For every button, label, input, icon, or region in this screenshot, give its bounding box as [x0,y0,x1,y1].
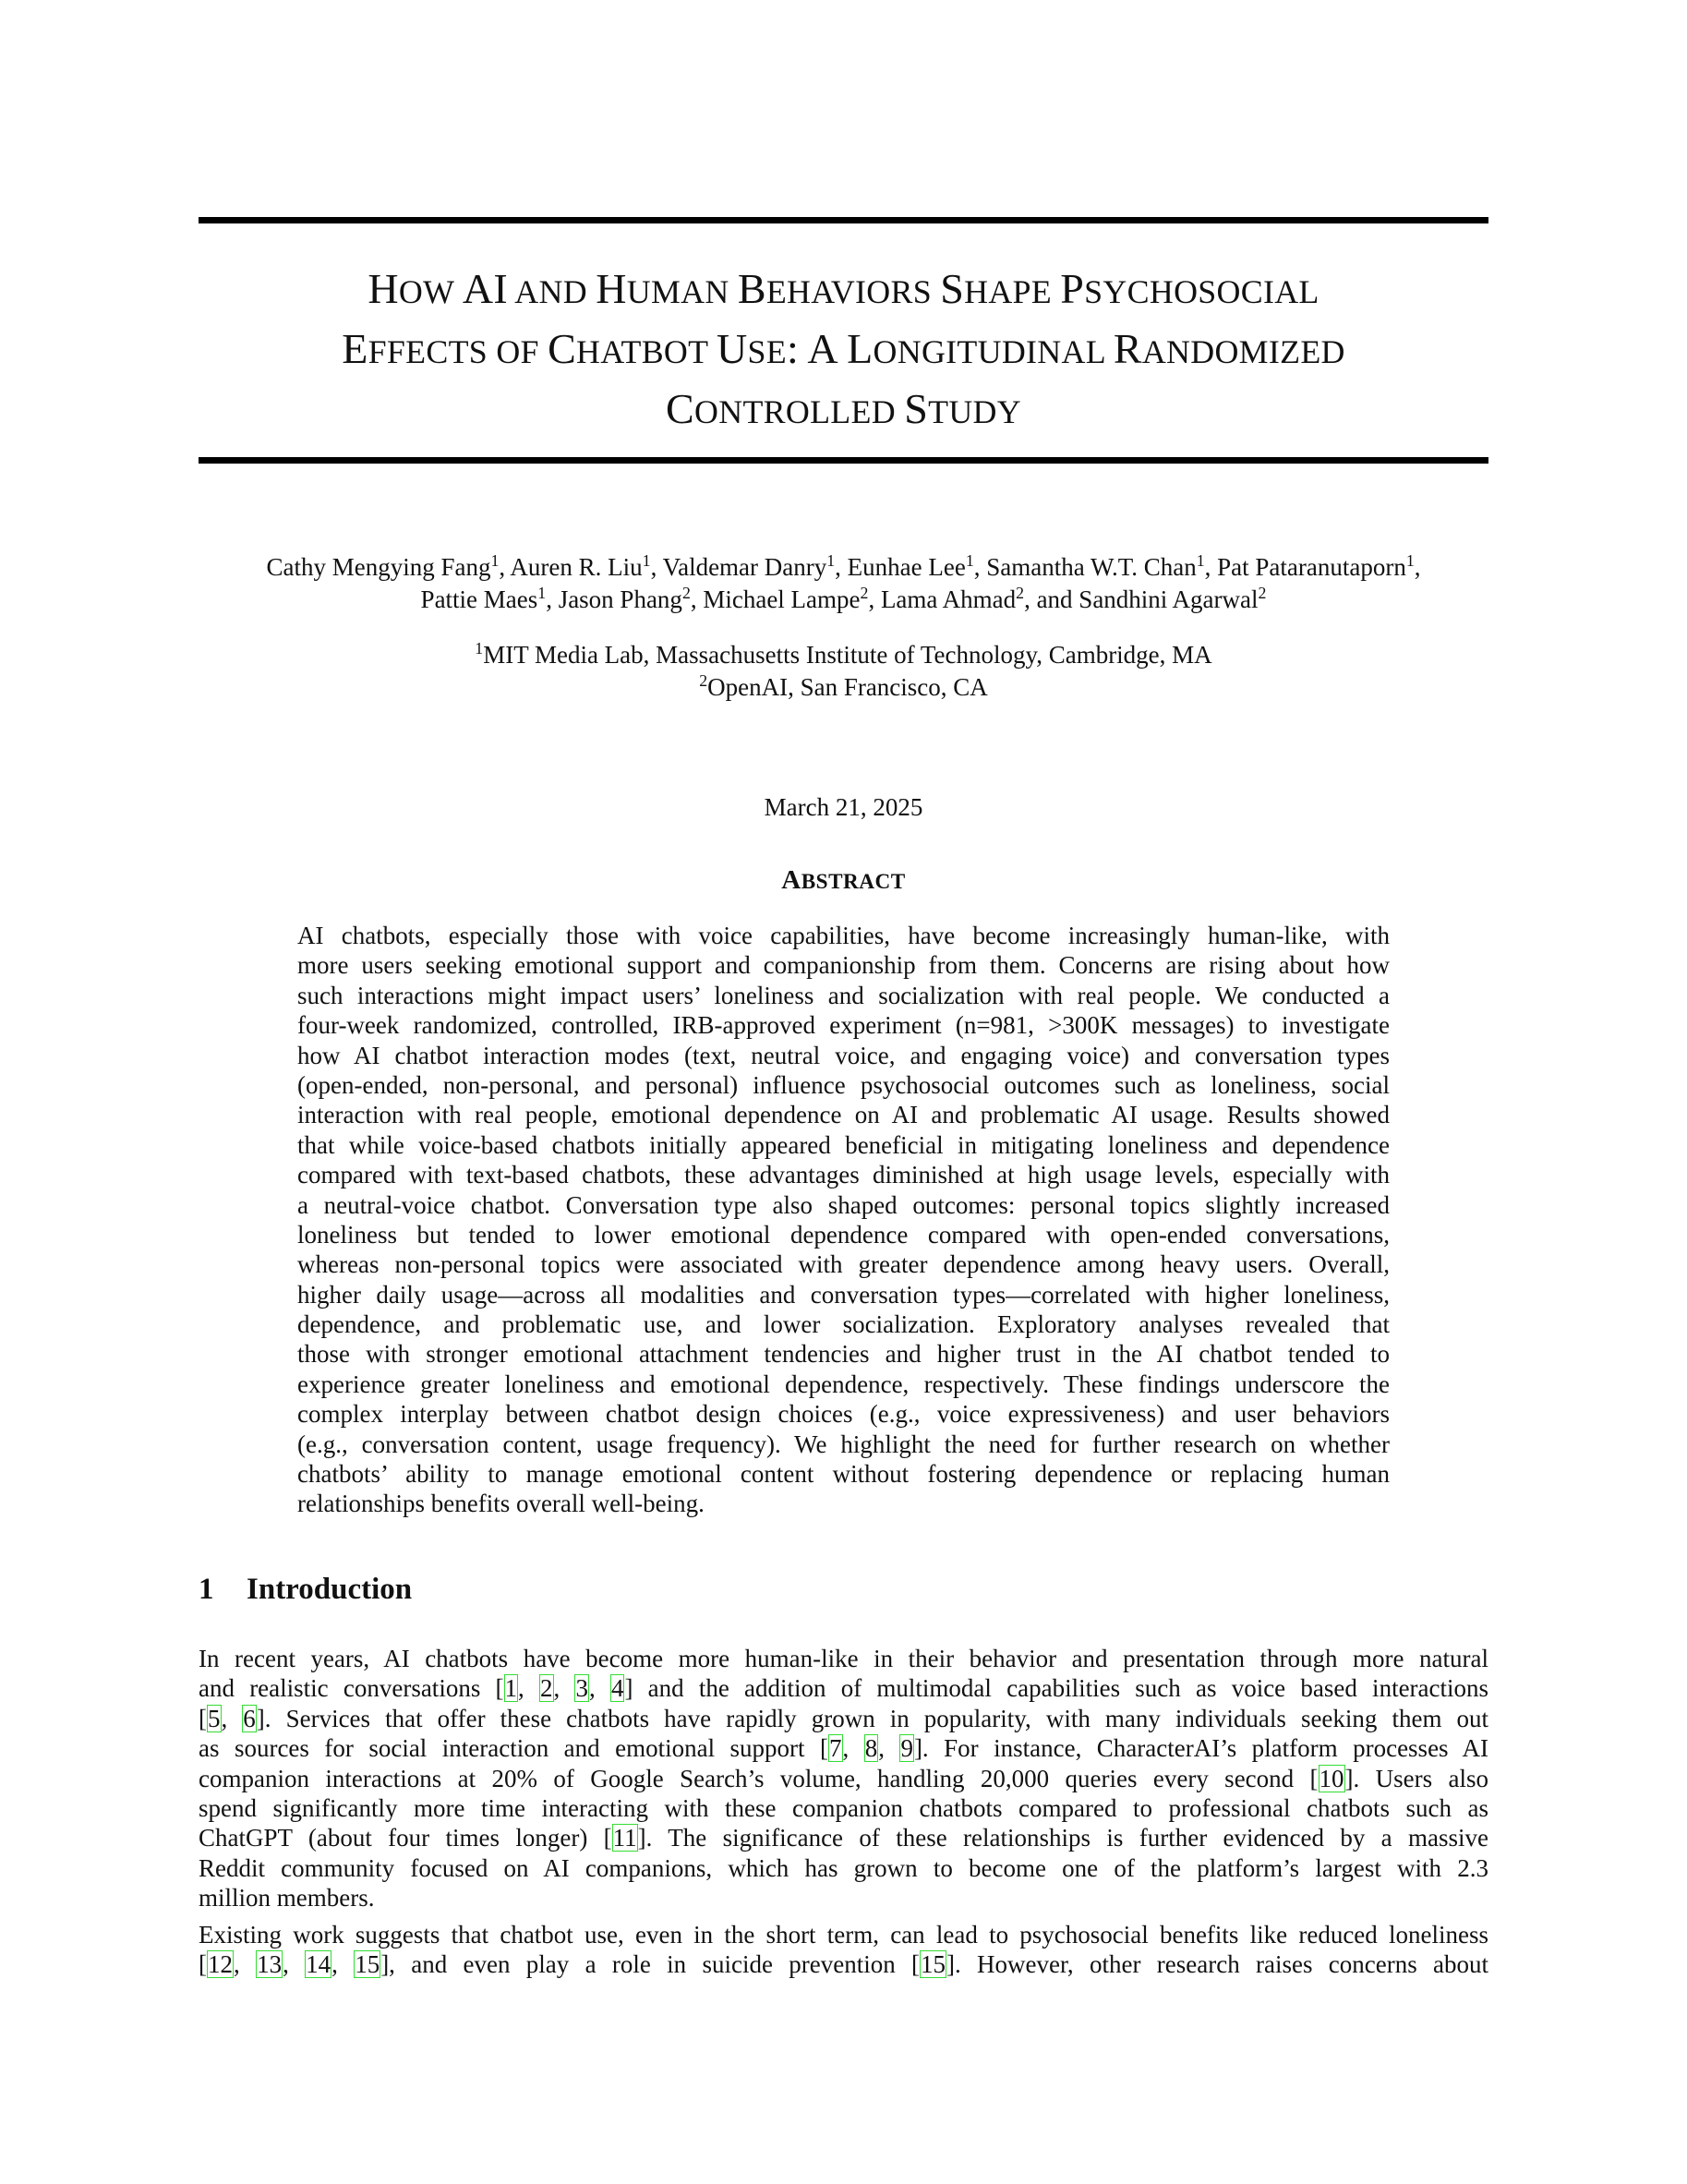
title-capital: P [1060,265,1085,312]
text-run: , [842,1734,864,1763]
citation-link[interactable]: 15 [355,1950,380,1979]
text-run: Reddit community focused on AI companions, which has grown to become one of the platform’s largest with 2.3 [199,1853,1488,1882]
publication-date: March 21, 2025 [764,793,923,821]
title-capital: S [904,385,929,432]
abstract-line: compared with text-based chatbots, these advantages diminished at high usage levels, especially with [297,1161,1390,1189]
author-line: Cathy Mengying Fang$^1$, Auren R. Liu$^1$, Valdemar Danry$^1$, Eunhae Lee$^1$, Samantha W.T. Chan$^1$, Pat Pataranutaporn$^1$, [266,551,1421,581]
citation-link[interactable]: 7 [829,1734,842,1763]
author-affiliation-mark: 1 [490,551,500,571]
author-name: Sandhini Agarwal [1078,585,1259,613]
abstract-line: relationships benefits overall well-being. [297,1490,705,1518]
title-smallcaps: ANDOMIZED [1141,333,1345,370]
title-capital: AI [462,265,509,312]
title-smallcaps: HATBOT [576,333,717,370]
author-name: Cathy Mengying Fang [266,553,491,581]
title-smallcaps: HAPE [964,273,1061,310]
abstract-line: such interactions might impact users’ loneliness and socialization with real people. We conducted a [297,981,1390,1009]
author-affiliation-mark: 1 [1196,551,1205,571]
affiliation-mark: 1 [475,639,484,658]
author-name: Samantha W.T. Chan [986,553,1197,581]
abstract-heading-initial: A [781,865,801,895]
abstract-line: interaction with real people, emotional dependence on AI and problematic AI usage. Results showed [297,1101,1390,1129]
text-run: ] and the addition of multimodal capabilities such as voice based interactions [624,1674,1489,1703]
affiliation-text: MIT Media Lab, Massachusetts Institute of Technology, Cambridge, MA [483,641,1212,669]
text-run: , [878,1734,900,1763]
abstract-line: how AI chatbot interaction modes (text, neutral voice, and engaging voice) and conversation types [297,1041,1390,1069]
title-line [199,260,1488,320]
paragraph-line [199,1920,1488,1949]
text-run: , [221,1704,243,1732]
abstract-line: (e.g., conversation content, usage frequency). We highlight the need for further research on whether [297,1430,1390,1458]
paper-title [199,260,1488,440]
text-run: ], and even play a role in suicide prevention [ [380,1950,921,1979]
title-smallcaps: SE [747,333,787,370]
author-affiliation-mark: 1 [965,551,974,571]
abstract-line: four-week randomized, controlled, IRB-approved experiment (n=981, >300K messages) to investigate [297,1011,1390,1040]
title-smallcaps: AND [508,273,596,310]
citation-link[interactable]: 9 [900,1734,913,1763]
abstract-line: dependence, and problematic use, and lower socialization. Exploratory analyses revealed that [297,1310,1390,1339]
text-run: , [283,1950,306,1979]
author-name: Eunhae Lee [847,553,966,581]
text-run: spend significantly more time interacting with these companion chatbots compared to professional chatbots such as [199,1793,1488,1822]
title-smallcaps: ONGITUDINAL [873,333,1114,370]
citation-link[interactable]: 8 [864,1734,878,1763]
abstract-body [297,921,1390,1519]
abstract-line: whereas non-personal topics were associated with greater dependence among heavy users. Overall, [297,1250,1390,1279]
author-affiliation-mark: 1 [537,584,547,603]
abstract-line: higher daily usage—across all modalities and conversation types—correlated with higher loneliness, [297,1280,1390,1309]
section-number: 1 [199,1573,214,1606]
citation-link[interactable]: 14 [306,1950,331,1979]
abstract-line: complex interplay between chatbot design choices (e.g., voice expressiveness) and user behaviors [297,1400,1390,1429]
affiliation-mark: 2 [699,671,708,691]
text-run: , [234,1950,257,1979]
title-smallcaps: FFECTS OF [368,333,548,370]
paragraph-line [199,1764,1488,1793]
text-run: , [553,1674,575,1703]
title-line [199,320,1488,380]
text-run: million members. [199,1884,375,1913]
citation-link[interactable]: 10 [1319,1764,1344,1792]
text-run: ChatGPT (about four times longer) [ [199,1824,612,1852]
author-affiliation-mark: 1 [826,551,836,571]
paragraph-line [199,1673,1488,1703]
title-capital: H [368,265,399,312]
text-run: ]. For instance, CharacterAI’s platform processes AI [913,1734,1489,1763]
text-run: , [331,1950,355,1979]
paragraph-line [199,1949,1488,1979]
citation-link[interactable]: 4 [610,1674,624,1703]
text-run: ]. However, other research raises concerns about [946,1950,1489,1979]
abstract-heading-rest: BSTRACT [801,870,906,894]
paragraph-line [199,1853,1488,1883]
text-run: as sources for social interaction and emotional support [ [199,1734,828,1763]
intro-paragraph-2 [199,1920,1488,1980]
author-affiliation-mark: 2 [1016,584,1025,603]
author-name: Pat Pataranutaporn [1217,553,1406,581]
text-run: Existing work suggests that chatbot use, even in the short term, can lead to psychosocial benefits like reduced loneliness [199,1921,1488,1949]
citation-link[interactable]: 2 [540,1674,553,1703]
abstract-line: that while voice-based chatbots initially appeared beneficial in mitigating loneliness and dependence [297,1130,1390,1159]
abstract-line: AI chatbots, especially those with voice capabilities, have become increasingly human-like, with [297,922,1390,949]
abstract-heading [199,864,1488,898]
title-capital: S [940,265,965,312]
citation-link[interactable]: 1 [504,1674,518,1703]
section-title: Introduction [247,1573,413,1606]
citation-link[interactable]: 6 [243,1704,256,1732]
abstract-line: loneliness but tended to lower emotional dependence compared with open-ended conversations, [297,1220,1390,1249]
author-name: Michael Lampe [703,585,861,613]
title-bottom-rule [199,457,1488,464]
text-run: ]. Users also [1344,1764,1488,1792]
text-run: In recent years, AI chatbots have become more human-like in their behavior and presentation through more natural [199,1645,1488,1672]
author-name: Jason Phang [558,585,682,613]
title-capital: C [666,385,695,432]
abstract-line: those with stronger emotional attachment tendencies and higher trust in the AI chatbot tended to [297,1340,1390,1369]
author-affiliation-mark: 1 [1405,551,1415,571]
affiliation-list [199,640,1488,705]
title-capital: C [548,325,577,372]
author-name: Auren R. Liu [510,553,643,581]
title-capital: E [342,325,368,372]
citation-link[interactable]: 12 [208,1950,233,1979]
text-run: , [588,1674,610,1703]
abstract-line: more users seeking emotional support and companionship from them. Concerns are rising about how [297,951,1390,980]
title-capital: R [1113,325,1142,372]
abstract-line: a neutral-voice chatbot. Conversation type also shaped outcomes: personal topics slightly increased [297,1190,1390,1219]
title-line [199,380,1488,440]
paragraph-line [199,1704,1488,1733]
title-smallcaps: OW [398,273,463,310]
title-capital: B [737,265,766,312]
author-affiliation-mark: 2 [1258,584,1267,603]
affiliation-text: OpenAI, San Francisco, CA [707,673,988,701]
author-affiliation-mark: 1 [642,551,651,571]
section-heading-introduction [199,1571,412,1608]
abstract-line: experience greater loneliness and emotional dependence, respectively. These findings underscore the [297,1370,1390,1398]
title-smallcaps: ONTROLLED [694,393,905,430]
citation-link[interactable]: 13 [257,1950,283,1979]
text-run: and realistic conversations [ [199,1674,504,1703]
author-name: Pattie Maes [420,585,538,613]
affiliation [199,640,1488,672]
text-run: [ [199,1704,207,1732]
author-name: Lama Ahmad [880,585,1017,613]
paragraph-line [199,1733,1488,1763]
author-conjunction: and [1036,585,1073,613]
affiliation [199,672,1488,705]
paragraph-line [199,1644,1488,1673]
citation-link[interactable]: 3 [575,1674,588,1703]
title-top-rule [199,217,1488,223]
title-capital: A [799,325,837,372]
intro-paragraph-1 [199,1644,1488,1913]
title-capital: U [716,325,748,372]
citation-link[interactable]: 5 [208,1704,221,1732]
title-smallcaps: UMAN [626,273,738,310]
text-run: ]. Services that offer these chatbots have rapidly grown in popularity, with many individuals seeking them out [256,1704,1488,1732]
title-smallcaps: EHAVIORS [765,273,941,310]
abstract-line: chatbots’ ability to manage emotional content without fostering dependence or replacing human [297,1460,1390,1489]
title-smallcaps: TUDY [928,393,1021,430]
title-capital: L [836,325,874,372]
abstract-line: (open-ended, non-personal, and personal) influence psychosocial outcomes such as loneliness, social [297,1070,1390,1099]
citation-link[interactable]: 15 [921,1950,946,1979]
author-name: Valdemar Danry [662,553,827,581]
title-smallcaps: SYCHOSOCIAL [1084,273,1319,310]
citation-link[interactable]: 11 [612,1824,637,1852]
author-list [199,552,1488,617]
author-line: Pattie Maes$^1$, Jason Phang$^2$, Michael Lampe$^2$, Lama Ahmad$^2$, and Sandhini Agarwal$^2$ [420,584,1267,613]
paragraph-line [199,1793,1488,1823]
title-capital: : [786,325,800,372]
text-run: [ [199,1950,207,1979]
paragraph-line [199,1883,1488,1913]
author-affiliation-mark: 2 [681,584,691,603]
text-run: ]. The significance of these relationships is further evidenced by a massive [637,1824,1488,1852]
title-capital: H [596,265,627,312]
text-run: , [518,1674,539,1703]
author-affiliation-mark: 2 [860,584,869,603]
paragraph-line [199,1823,1488,1852]
text-run: companion interactions at 20% of Google Search’s volume, handling 20,000 queries every second [ [199,1764,1319,1792]
